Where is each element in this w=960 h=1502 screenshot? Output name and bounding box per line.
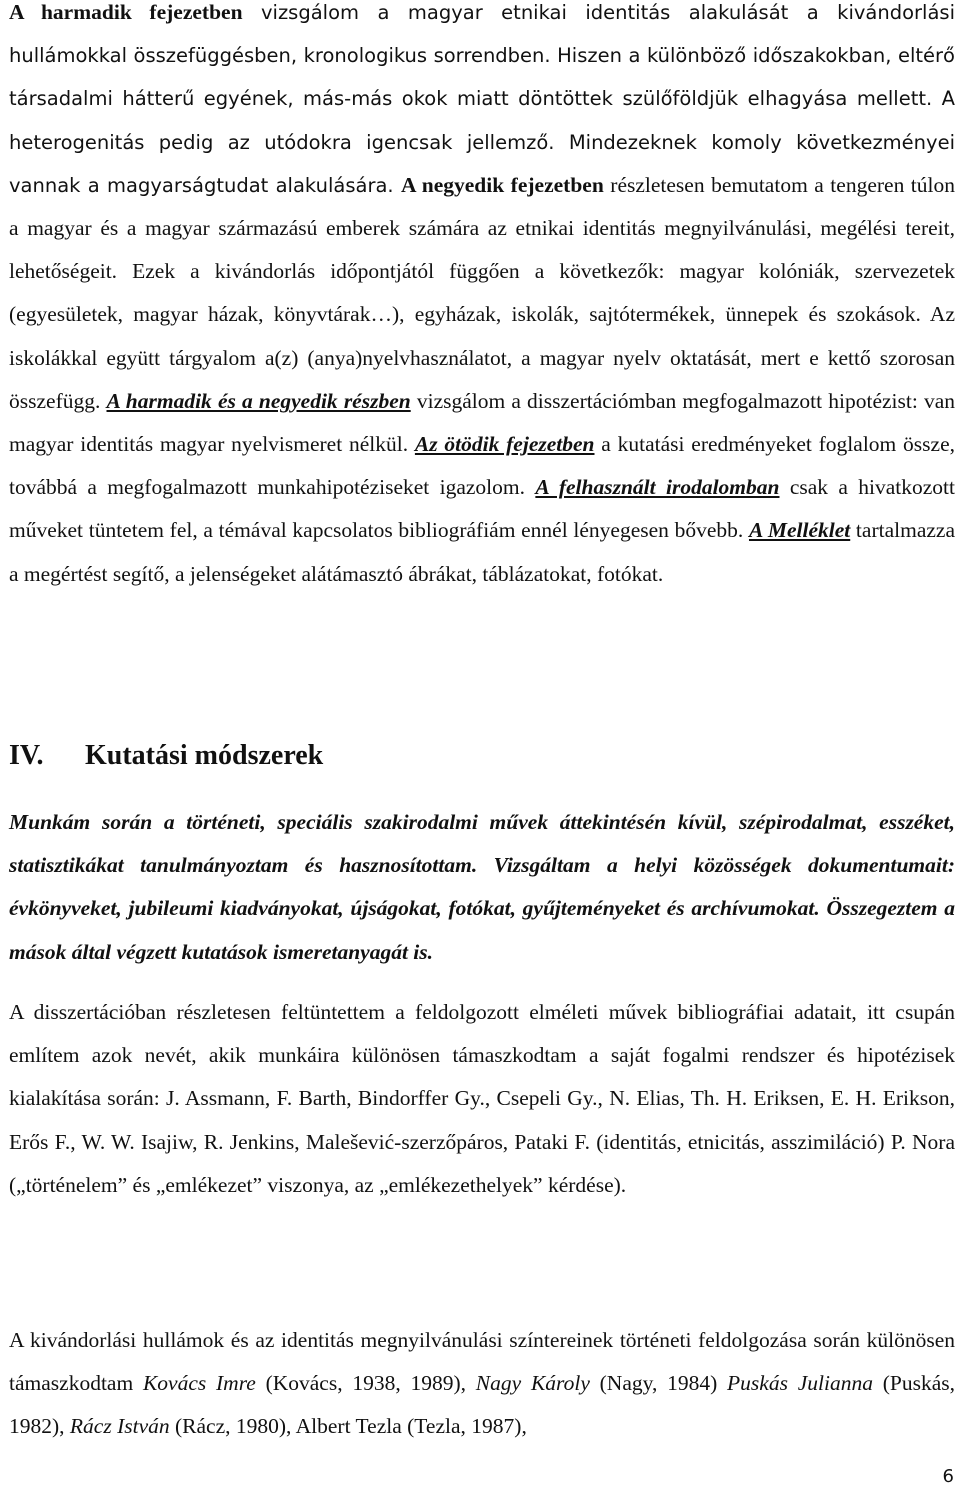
section-title: Kutatási módszerek bbox=[85, 740, 324, 771]
paragraph-methods-summary: Munkám során a történeti, speciális szakirodalmi művek áttekintésén kívül, szépirodalmat, esszéket, statisztikákat tanulmányoztam és hasznosítottam. Vizsgáltam a helyi közösségek dokumentumait: évkönyveket, jubileumi kiadványokat, újságokat, fotókat, gyűjteményeket és archívumokat. Összegeztem a mások által végzett kutatások ismeretanyagát is. bbox=[9, 810, 955, 964]
paragraph-historical-sources bbox=[9, 1319, 955, 1449]
page-number: 6 bbox=[942, 1466, 954, 1487]
paragraph-chapter-overview bbox=[9, 0, 955, 596]
text-span: részletesen bemutatom a tengeren túlon a magyar és a magyar származású emberek számára az etnikai identitás megnyilvánulási, megélési tereit, lehetőségeit. Ezek a kivándorlás időpontjától függően a következők: magyar kolóniák, szervezetek (egyesületek, magyar házak, könyvtárak…), egyházak, iskolák, sajtótermékek, ünnepek és szokások. Az iskolákkal együtt tárgyalom a(z) (anya)nyelvhasználatot, a magyar nyelv oktatását, mert e kettő szorosan összefügg. bbox=[9, 172, 955, 413]
bold-italic-phrase: A felhasznált irodalomban bbox=[535, 475, 780, 500]
bold-phrase: A harmadik fejezetben bbox=[9, 0, 243, 24]
text-span: (Kovács, 1938, 1989), bbox=[255, 1371, 476, 1396]
text-span: vizsgálom a disszertációmban megfogalmazott hipotézist: van magyar identitás magyar nyelvismeret nélkül. bbox=[9, 388, 955, 457]
text-span: A kivándorlási hullámok és az identitás megnyilvánulási színtereinek történeti feldolgozása során különösen támaszkodtam bbox=[9, 1328, 955, 1396]
author-name: Puskás Julianna bbox=[727, 1371, 873, 1396]
bold-phrase: A negyedik fejezetben bbox=[400, 172, 604, 197]
bold-italic-phrase: A harmadik és a negyedik részben bbox=[106, 388, 411, 413]
section-number: IV. bbox=[9, 740, 44, 771]
author-name: Nagy Károly bbox=[475, 1371, 590, 1396]
bold-italic-phrase: A Melléklet bbox=[748, 518, 851, 543]
text-span: csak a hivatkozott műveket tüntetem fel, a témával kapcsolatos bibliográfiám ennél lényegesen bővebb. bbox=[9, 475, 955, 543]
section-heading bbox=[9, 740, 323, 772]
text-span: (Puskás, 1982), bbox=[9, 1371, 956, 1439]
text-span: (Rácz, 1980), Albert Tezla (Tezla, 1987), bbox=[169, 1414, 527, 1439]
author-name: Rácz István bbox=[69, 1414, 170, 1439]
text-span: vizsgálom a magyar etnikai identitás alakulását a kivándorlási hullámokkal összefüggésben, kronologikus sorrendben. Hiszen a különböző időszakokban, eltérő társadalmi hátterű egyének, más-más okok miatt döntöttek szülőföldjük elhagyása mellett. A heterogenitás pedig az utódokra igencsak jellemző. Mindezeknek komoly következményei vannak a magyarságtudat alakulására. bbox=[9, 1, 955, 197]
text-span: (Nagy, 1984) bbox=[589, 1371, 728, 1396]
text-span: tartalmazza a megértést segítő, a jelenségeket alátámasztó ábrákat, táblázatokat, fotókat. bbox=[9, 518, 955, 586]
paragraph-theory-sources: A disszertációban részletesen feltüntettem a feldolgozott elméleti művek bibliográfiai adatait, itt csupán említem azok nevét, akik munkáira különösen támaszkodtam a saját fogalmi rendszer és hipotézisek kialakítása során: J. Assmann, F. Barth, Bindorffer Gy., Csepeli Gy., N. Elias, Th. H. Eriksen, E. H. Erikson, Erős F., W. W. Isajiw, R. Jenkins, Malešević-szerzőpáros, Pataki F. (identitás, etnicitás, asszimiláció) P. Nora („történelem” és „emlékezet” viszonya, az „emlékezethelyek” kérdése). bbox=[9, 1000, 955, 1197]
text-span: a kutatási eredményeket foglalom össze, továbbá a megfogalmazott munkahipotéziseket igazolom. bbox=[9, 432, 955, 500]
bold-italic-phrase: Az ötödik fejezetben bbox=[414, 432, 595, 457]
author-name: Kovács Imre bbox=[142, 1371, 256, 1396]
